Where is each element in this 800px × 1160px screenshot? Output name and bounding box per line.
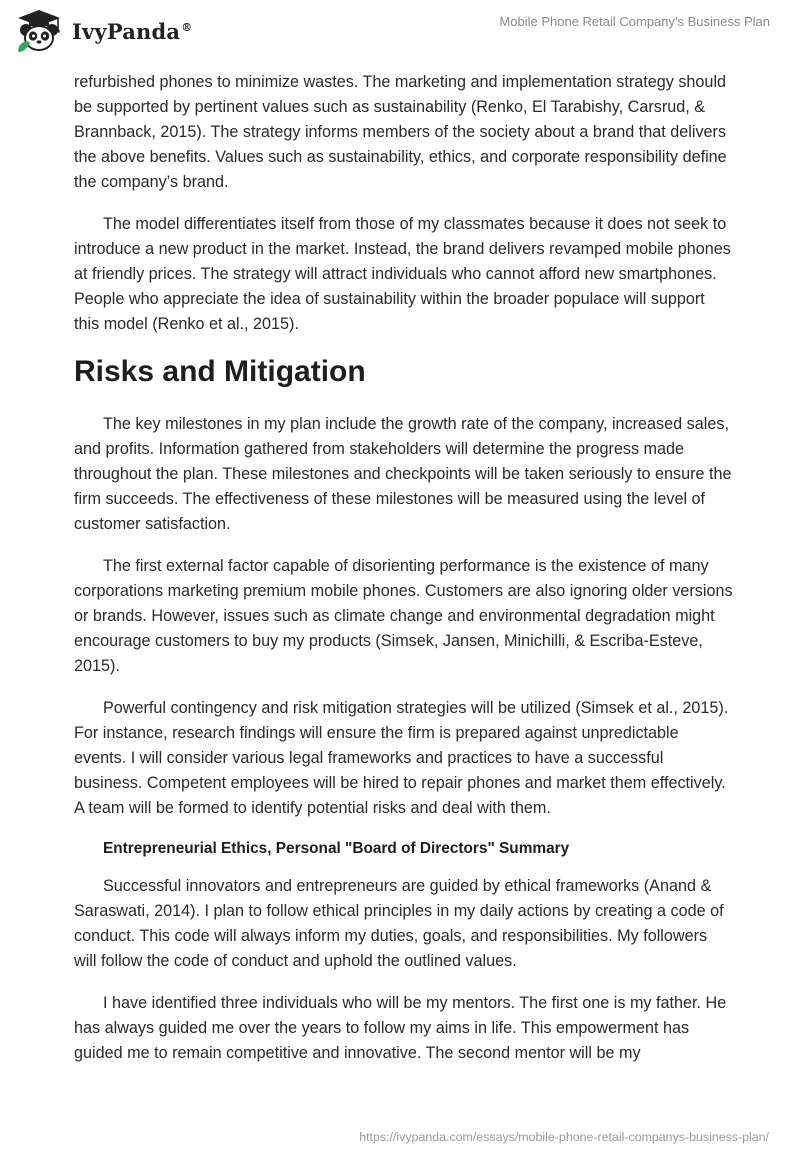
- paragraph-1: refurbished phones to minimize wastes. The marketing and implementation strategy should be supported by pertinent values such as sustainability (Renko, El Tarabishy, Carsrud, & Brannback, 2015). The strategy informs members of the society about a brand that delivers the above benefits. Values such as sustainability, ethics, and corporate responsibility define the company’s brand.: [74, 73, 727, 191]
- panda-graduate-icon: [14, 8, 64, 54]
- paragraph-4: The first external factor capable of disorienting performance is the existence of many corporations marketing premium mobile phones. Customers are also ignoring older versions or brands. However, issues such as climate change and environmental degradation might encourage customers to buy my products (Simsek, Jansen, Minichilli, & Escriba-Esteve, 2015).: [74, 557, 733, 675]
- page-header: [0, 0, 800, 64]
- ivypanda-logo[interactable]: [14, 8, 192, 54]
- source-url[interactable]: https://ivypanda.com/essays/mobile-phone-retail-companys-business-plan/: [359, 1130, 769, 1144]
- essay-body: [74, 70, 734, 1083]
- heading-risks-and-mitigation: Risks and Mitigation: [74, 355, 366, 388]
- heading-entrepreneurial-ethics: Entrepreneurial Ethics, Personal "Board of Directors" Summary: [103, 840, 570, 857]
- paragraph-6: Successful innovators and entrepreneurs are guided by ethical frameworks (Anand & Saraswati, 2014). I plan to follow ethical principles in my daily actions by creating a code of conduct. This code will always inform my duties, goals, and responsibilities. My followers will follow the code of conduct and uphold the outlined values.: [74, 877, 724, 970]
- logo-wordmark: IvyPanda®: [72, 18, 193, 44]
- paragraph-5: Powerful contingency and risk mitigation strategies will be utilized (Simsek et al., 2015). For instance, research findings will ensure the firm is prepared against unpredictable events. I will consider various legal frameworks and practices to have a successful business. Competent employees will be hired to repair phones and market them effectively. A team will be formed to identify potential risks and deal with them.: [74, 699, 729, 817]
- paragraph-2: The model differentiates itself from those of my classmates because it does not seek to introduce a new product in the market. Instead, the brand delivers revamped mobile phones at friendly prices. The strategy will attract individuals who cannot afford new smartphones. People who appreciate the idea of sustainability within the broader populace will support this model (Renko et al., 2015).: [74, 215, 731, 333]
- paragraph-7: I have identified three individuals who will be my mentors. The first one is my father. He has always guided me over the years to follow my aims in life. This empowerment has guided me to remain competitive and innovative. The second mentor will be my: [74, 994, 727, 1062]
- document-title: Mobile Phone Retail Company's Business Plan: [499, 14, 770, 29]
- paragraph-3: The key milestones in my plan include the growth rate of the company, increased sales, and profits. Information gathered from stakeholders will determine the progress made throughout the plan. These milestones and checkpoints will be taken seriously to ensure the firm succeeds. The effectiveness of these milestones will be measured using the level of customer satisfaction.: [74, 415, 732, 533]
